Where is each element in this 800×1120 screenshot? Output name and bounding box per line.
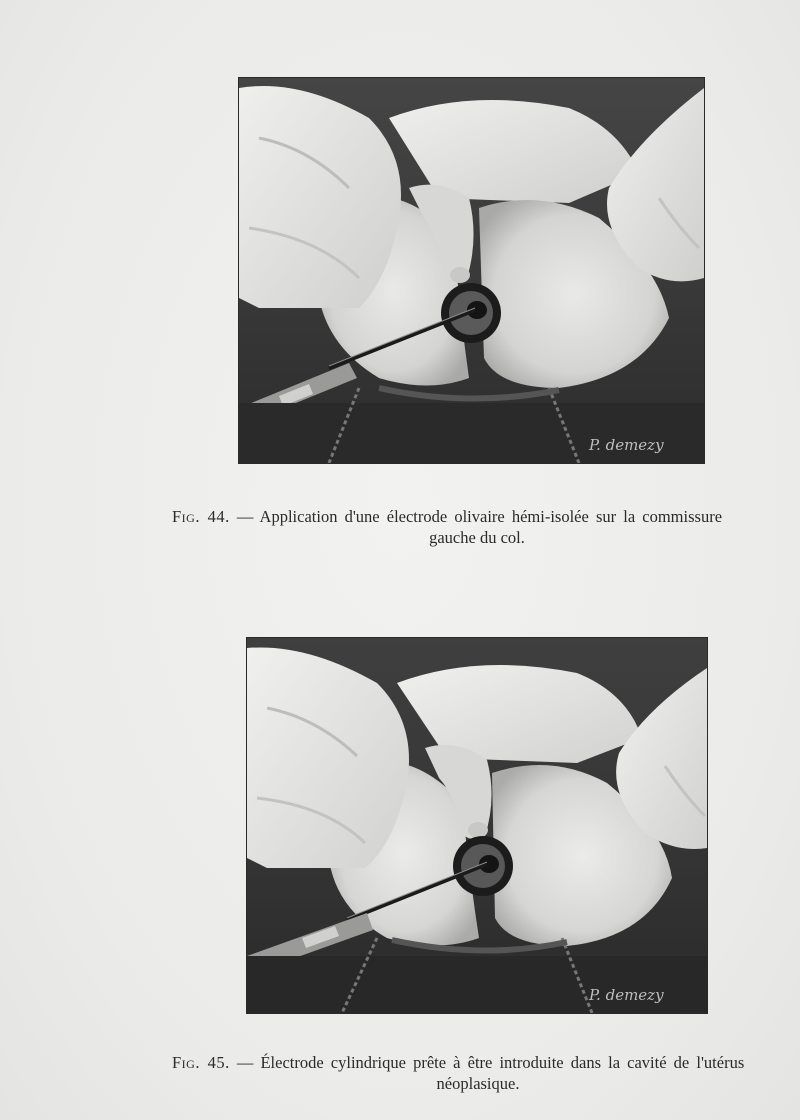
figure-45-image bbox=[247, 638, 707, 1013]
figure-44-caption-line2: gauche du col. bbox=[429, 528, 525, 547]
figure-45-caption-line2: néoplasique. bbox=[436, 1074, 520, 1093]
figure-44-caption-text: — Application d'une électrode olivaire hémi-isolée sur la commissure bbox=[236, 507, 723, 526]
figure-45-caption bbox=[172, 1052, 784, 1094]
figure-44-caption-line1 bbox=[172, 506, 782, 527]
figure-44-signature: P. demezy bbox=[589, 436, 664, 454]
figure-45-caption-text: — Électrode cylindrique prête à être introduite dans la cavité de l'utérus bbox=[236, 1053, 745, 1072]
figure-44-photograph bbox=[238, 77, 705, 464]
figure-44-label: Fig. 44. bbox=[172, 507, 230, 526]
figure-44-image bbox=[239, 78, 704, 463]
figure-45-caption-line1 bbox=[172, 1052, 784, 1073]
figure-45-signature: P. demezy bbox=[589, 986, 664, 1004]
figure-45-label: Fig. 45. bbox=[172, 1053, 230, 1072]
figure-44-caption bbox=[172, 506, 782, 548]
figure-45-photograph bbox=[246, 637, 708, 1014]
